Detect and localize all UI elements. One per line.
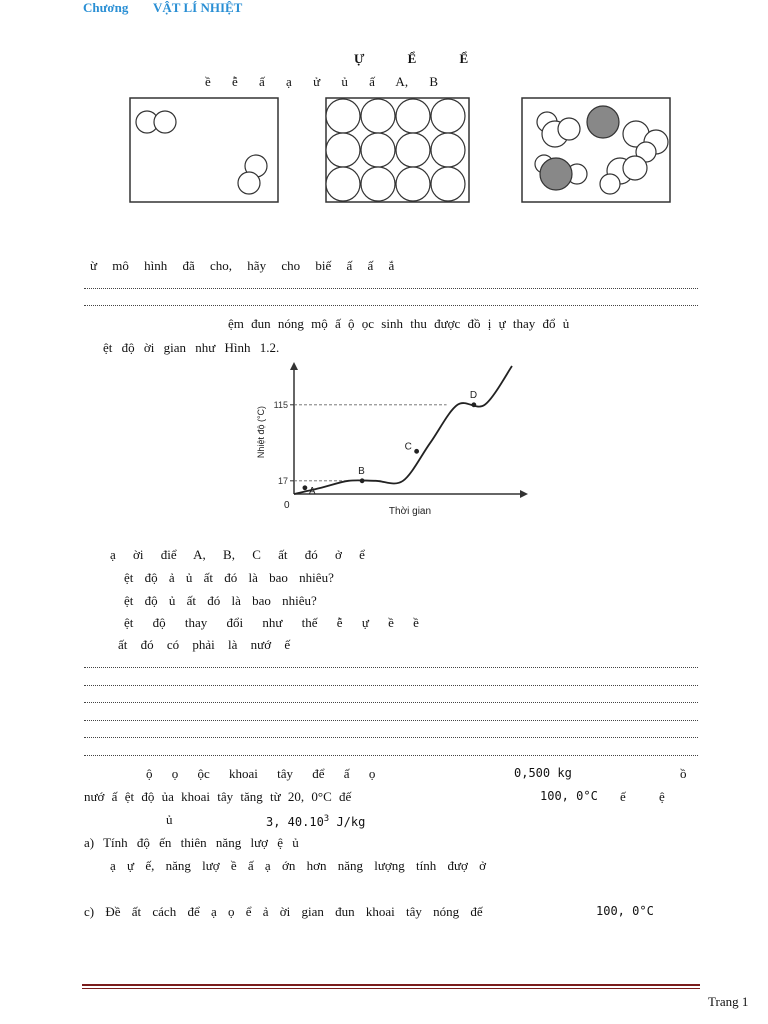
- page-number: Trang 1: [708, 994, 749, 1009]
- specific-heat-unit: J/kg: [336, 815, 366, 829]
- question-3-line1: ộ ọ ộc khoai tây để ấ ọ: [146, 766, 376, 781]
- question-2-sub-4: ệt độ thay đổi như thế ễ ự ề ề: [124, 615, 419, 630]
- question-3-line2-end: ế ệ: [620, 789, 665, 804]
- x-axis-label: Thời gian: [388, 506, 432, 517]
- temperature-time-chart: [240, 358, 540, 520]
- question-3c: c) Đề ất cách để ạ ọ ể ả ời gian đun khoai tây nóng đế: [84, 904, 483, 919]
- question-3a: a) Tính độ ến thiên năng lượ ệ ủ: [84, 835, 299, 850]
- point-label-a: A: [308, 485, 316, 497]
- footer-rule: [82, 984, 700, 986]
- question-2-sub-2: ệt độ ả ủ ất đó là bao nhiêu?: [124, 570, 334, 585]
- question-3-line2: [84, 788, 351, 805]
- question-2-line1: ệm đun nóng mộ ấ ộ ọc sinh thu được đồ ị ự thay đổ ủ: [228, 316, 570, 331]
- y-axis-label: Nhiệt độ (°C): [256, 405, 266, 459]
- question-2-line2: ệt độ ời gian như Hình 1.2.: [103, 340, 280, 355]
- chapter-title: VẬT LÍ NHIỆT: [153, 0, 243, 15]
- question-3c-temp: 100, 0°C: [596, 904, 654, 918]
- point-d: [471, 402, 476, 407]
- answer-line: [84, 720, 698, 721]
- temperature-curve: [294, 366, 512, 494]
- specific-heat-exponent: 3: [323, 814, 330, 824]
- mass-value: 0,500 kg: [514, 766, 572, 780]
- specific-heat-number: 3, 40.10: [266, 815, 324, 829]
- question-2-sub-1: ạ ời điể A, B, C ất đó ở ể: [110, 547, 365, 562]
- particle-models: [128, 96, 688, 206]
- answer-line: [84, 737, 698, 738]
- origin-label: 0: [284, 500, 290, 511]
- question-3-line3: ủ: [166, 812, 173, 827]
- temperature-value: 100, 0°C: [540, 789, 598, 803]
- answer-line: [84, 667, 698, 668]
- point-label-c: C: [404, 441, 412, 453]
- y-tick-label: 17: [277, 475, 288, 486]
- y-tick-label: 115: [273, 399, 288, 410]
- intro-text: ề ễ ấ ạ ử ủ ấ A, B: [205, 74, 438, 89]
- question-2-sub-3: ệt độ ủ ất đó là bao nhiêu?: [124, 593, 317, 608]
- answer-line: [84, 755, 698, 756]
- point-label-b: B: [358, 465, 365, 477]
- point-c: [414, 449, 419, 454]
- point-label-d: D: [469, 389, 478, 401]
- answer-line: [84, 702, 698, 703]
- question-1-text: ừ mô hình đã cho, hãy cho biế ấ ấ ắ: [90, 258, 395, 273]
- chapter-label: Chương: [83, 0, 129, 15]
- question-3-line2-text: nướ ấ ệt độ ủa khoai tây tăng từ 20, 0°C đế: [84, 789, 352, 804]
- point-b: [360, 478, 365, 483]
- question-3b: ạ ự ế, năng lượ ề ấ ạ ớn hơn năng lượng tính đượ ở: [110, 858, 487, 873]
- question-2-sub-5: ất đó có phải là nướ ế: [118, 637, 291, 652]
- answer-line: [84, 685, 698, 686]
- point-a: [303, 485, 308, 490]
- x-axis-arrow: [520, 490, 528, 498]
- question-3-line1-end: ồ: [680, 766, 687, 781]
- footer-rule-thin: [82, 988, 700, 989]
- answer-line: [84, 288, 698, 289]
- specific-heat-value: [266, 811, 365, 831]
- section-heading: Ự Ể Ể: [354, 51, 469, 66]
- answer-line: [84, 305, 698, 306]
- y-axis-arrow: [290, 362, 298, 370]
